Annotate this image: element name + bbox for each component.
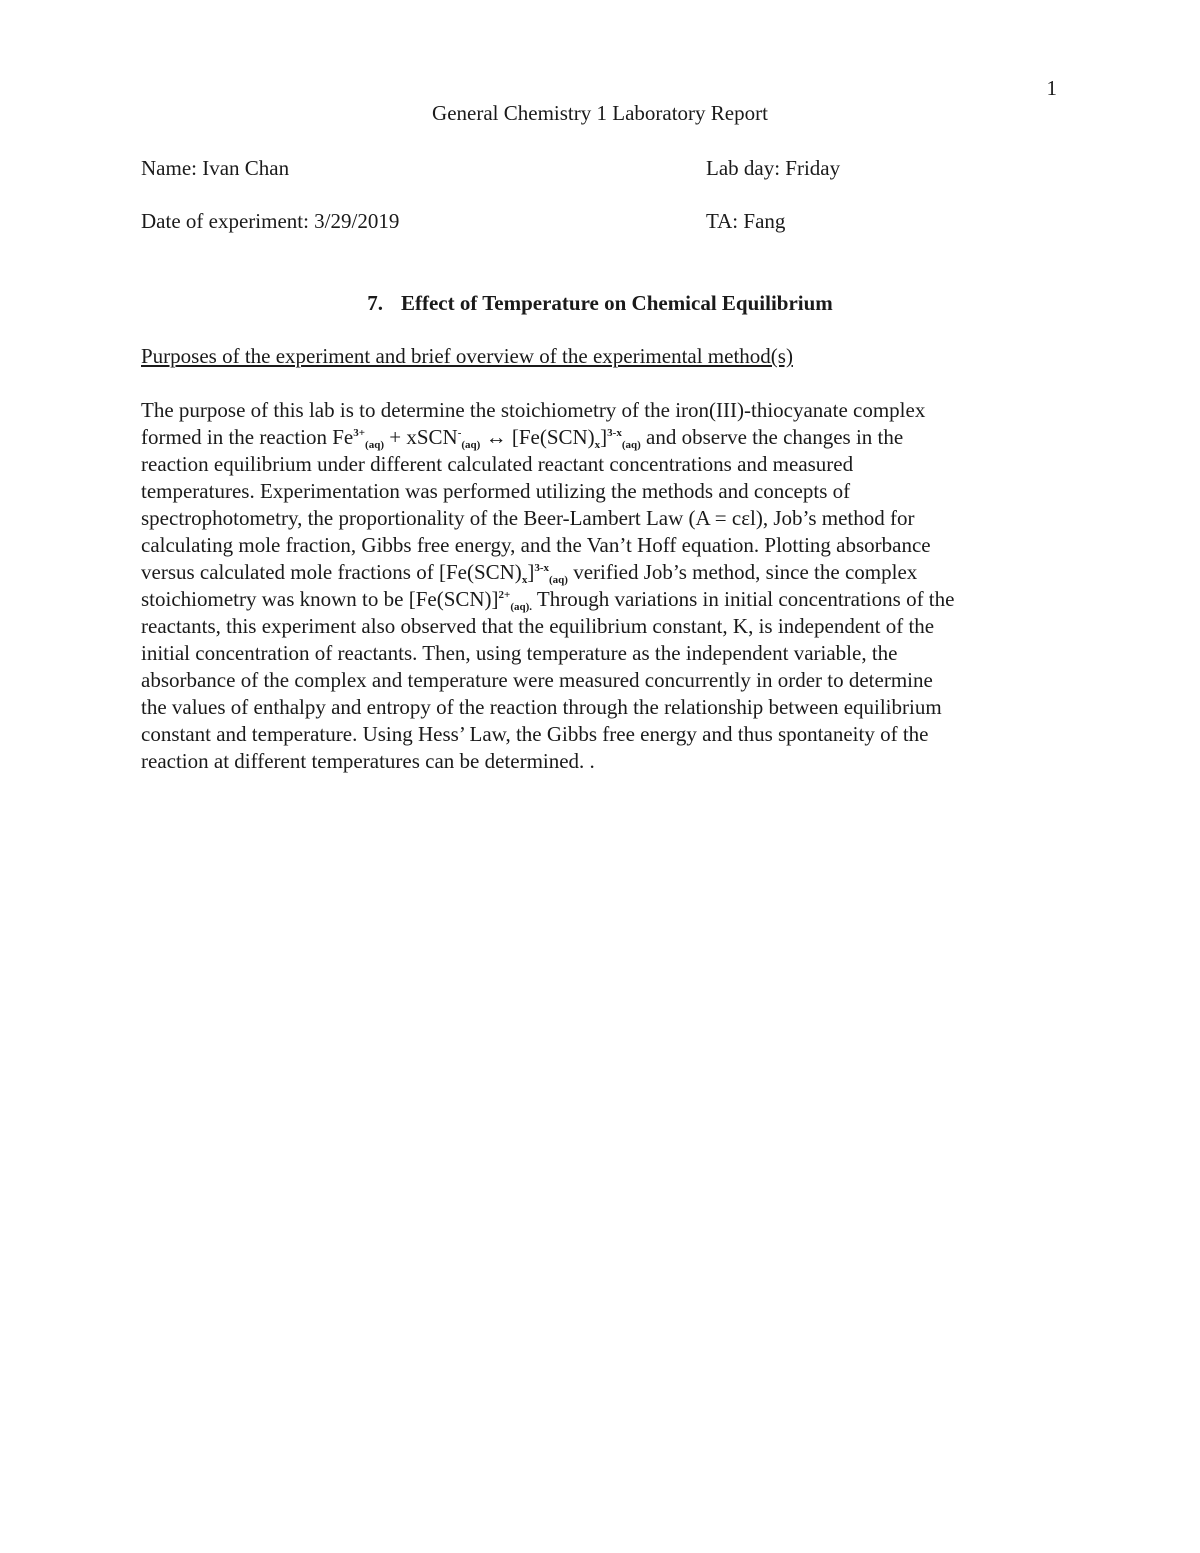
text-line: reactants, this experiment also observed that the equilibrium constant, K, is independent of the [141, 614, 935, 638]
experiment-date: Date of experiment: 3/29/2019 [141, 209, 400, 233]
section-heading [0, 291, 1200, 316]
page-number: 1 [1046, 76, 1057, 100]
text-line: reaction at different temperatures can be determined. . [141, 749, 595, 773]
text-line: temperatures. Experimentation was performed utilizing the methods and concepts of [141, 479, 851, 503]
text-line: reaction equilibrium under different calculated reactant concentrations and measured [141, 452, 854, 476]
text-line: the values of enthalpy and entropy of the reaction through the relationship between equilibrium [141, 695, 942, 719]
text-line: constant and temperature. Using Hess’ Law, the Gibbs free energy and thus spontaneity of the [141, 722, 929, 746]
text-line: absorbance of the complex and temperature were measured concurrently in order to determine [141, 668, 933, 692]
text-line: stoichiometry was known to be $[Fe(SCN)]^{2+}_{(aq).}$ Through variations in initial concentrations of the [141, 587, 955, 613]
text-line: calculating mole fraction, Gibbs free energy, and the Van’t Hoff equation. Plotting absorbance [141, 533, 931, 557]
lab-day: Lab day: Friday [706, 156, 841, 180]
text-line: initial concentration of reactants. Then, using temperature as the independent variable, the [141, 641, 898, 665]
text-line: The purpose of this lab is to determine the stoichiometry of the iron(III)-thiocyanate complex [141, 398, 926, 422]
section-title: Effect of Temperature on Chemical Equilibrium [400, 291, 833, 315]
report-title: General Chemistry 1 Laboratory Report [432, 101, 768, 125]
text-line: spectrophotometry, the proportionality of the Beer-Lambert Law (A = cεl), Job’s method for [141, 506, 915, 530]
section-number: 7. [367, 291, 383, 315]
text-line: formed in the reaction $Fe^{3+}_{(aq)}$ + xSCN-$_{(aq)}$ ↔ $[Fe(SCN)_x]^{3-x}_{(aq)}$ and observe the changes in the [141, 425, 904, 451]
text-line: versus calculated mole fractions of $[Fe(SCN)_x]^{3-x}_{(aq)}$ verified Job’s method, since the complex [141, 560, 918, 586]
subheading: Purposes of the experiment and brief overview of the experimental method(s) [141, 344, 793, 368]
student-name: Name: Ivan Chan [141, 156, 290, 180]
teaching-assistant: TA: Fang [706, 209, 786, 233]
body-paragraph [141, 397, 1081, 775]
